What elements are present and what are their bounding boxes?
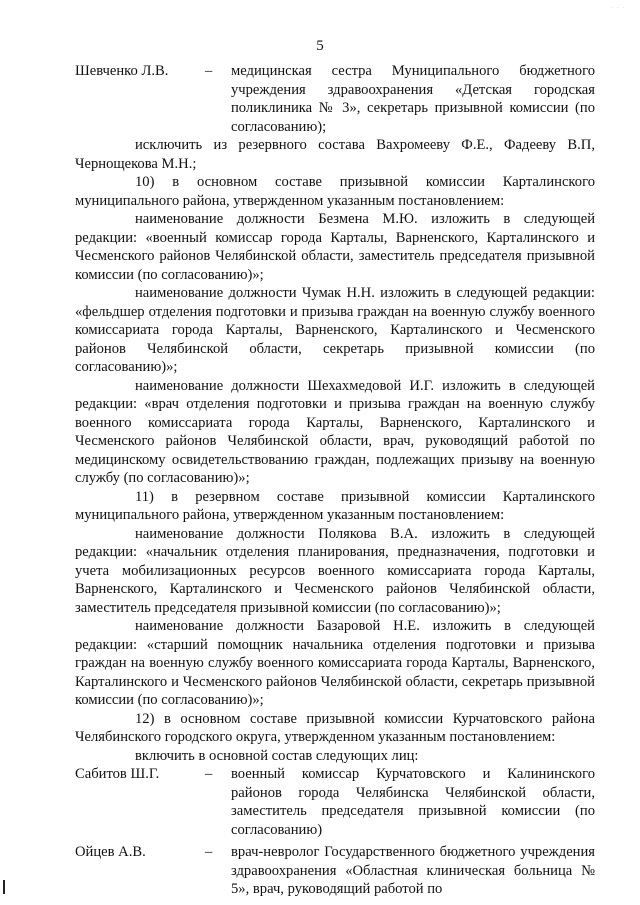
member-position: военный комиссар Курчатовского и Калининского районов города Челябинска Челябинской области, заместитель председателя призывной комиссии (по согласованию): [231, 766, 595, 838]
paragraph: наименование должности Безмена М.Ю. изложить в следующей редакции: «военный комиссар города Карталы, Варненского, Карталинского и Чесменского районов Челябинской области, заместитель председателя призывной комиссии (по согласованию)»;: [75, 211, 595, 283]
member-name: Ойцев А.В.: [75, 844, 146, 860]
paragraph: наименование должности Шехахмедовой И.Г. изложить в следующей редакции: «врач отделения подготовки и призыва граждан на военную службу военного комиссариата города Карталы, Варненского, Карталинского и Чесменского районов Челябинской области, врач, руководящий работой по медицинскому освидетельствованию граждан, подлежащих призыву на военную службу (по согласованию)»;: [75, 377, 595, 486]
scan-edge-mark: [3, 880, 5, 894]
scan-mark: · · ·: [610, 4, 626, 12]
paragraph: включить в основной состав следующих лиц:: [135, 747, 419, 764]
paragraph: 11) в резервном составе призывной комиссии Карталинского муниципального района, утвержденном указанным постановлением:: [75, 488, 595, 523]
member-entry: [75, 62, 595, 136]
member-entry: [75, 765, 595, 839]
paragraph: наименование должности Полякова В.А. изложить в следующей редакции: «начальник отделения планирования, предназначения, подготовки и учета мобилизационных ресурсов военного комиссариата города Карталы, Варненского, Карталинского и Чесменского районов Челябинской области, заместитель председателя призывной комиссии (по согласованию)»;: [75, 525, 595, 616]
page-number: 5: [316, 38, 324, 54]
dash: –: [205, 766, 213, 782]
document-body: [75, 62, 595, 899]
member-position: медицинская сестра Муниципального бюджетного учреждения здравоохранения «Детская городская поликлиника № 3», секретарь призывной комиссии (по согласованию);: [231, 63, 595, 135]
paragraph: 12) в основном составе призывной комиссии Курчатовского района Челябинского городского округа, утвержденном указанным постановлением:: [75, 710, 595, 745]
paragraph: исключить из резервного состава Вахромееву Ф.Е., Фадееву В.П, Чернощекова М.Н.;: [75, 137, 595, 172]
member-position: врач-невролог Государственного бюджетного учреждения здравоохранения «Областная клиническая больница № 5», врач, руководящий работой по: [231, 844, 595, 897]
member-name: Шевченко Л.В.: [75, 63, 169, 79]
paragraph: наименование должности Базаровой Н.Е. изложить в следующей редакции: «старший помощник начальника отделения подготовки и призыва граждан на военную службу военного комиссариата города Карталы, Варненского, Карталинского и Чесменского районов Челябинской области, секретарь призывной комиссии (по согласованию)»;: [75, 618, 595, 708]
dash: –: [205, 844, 213, 860]
paragraph: наименование должности Чумак Н.Н. изложить в следующей редакции: «фельдшер отделения подготовки и призыва граждан на военную службу военного комиссариата города Карталы, Варненского, Карталинского и Чесменского районов Челябинской области, секретарь призывной комиссии (по согласованию)»;: [75, 285, 595, 375]
paragraph: 10) в основном составе призывной комиссии Карталинского муниципального района, утвержденном указанным постановлением:: [75, 174, 595, 209]
member-name: Сабитов Ш.Г.: [75, 766, 160, 782]
dash: –: [205, 63, 213, 79]
member-entry: [75, 843, 595, 899]
